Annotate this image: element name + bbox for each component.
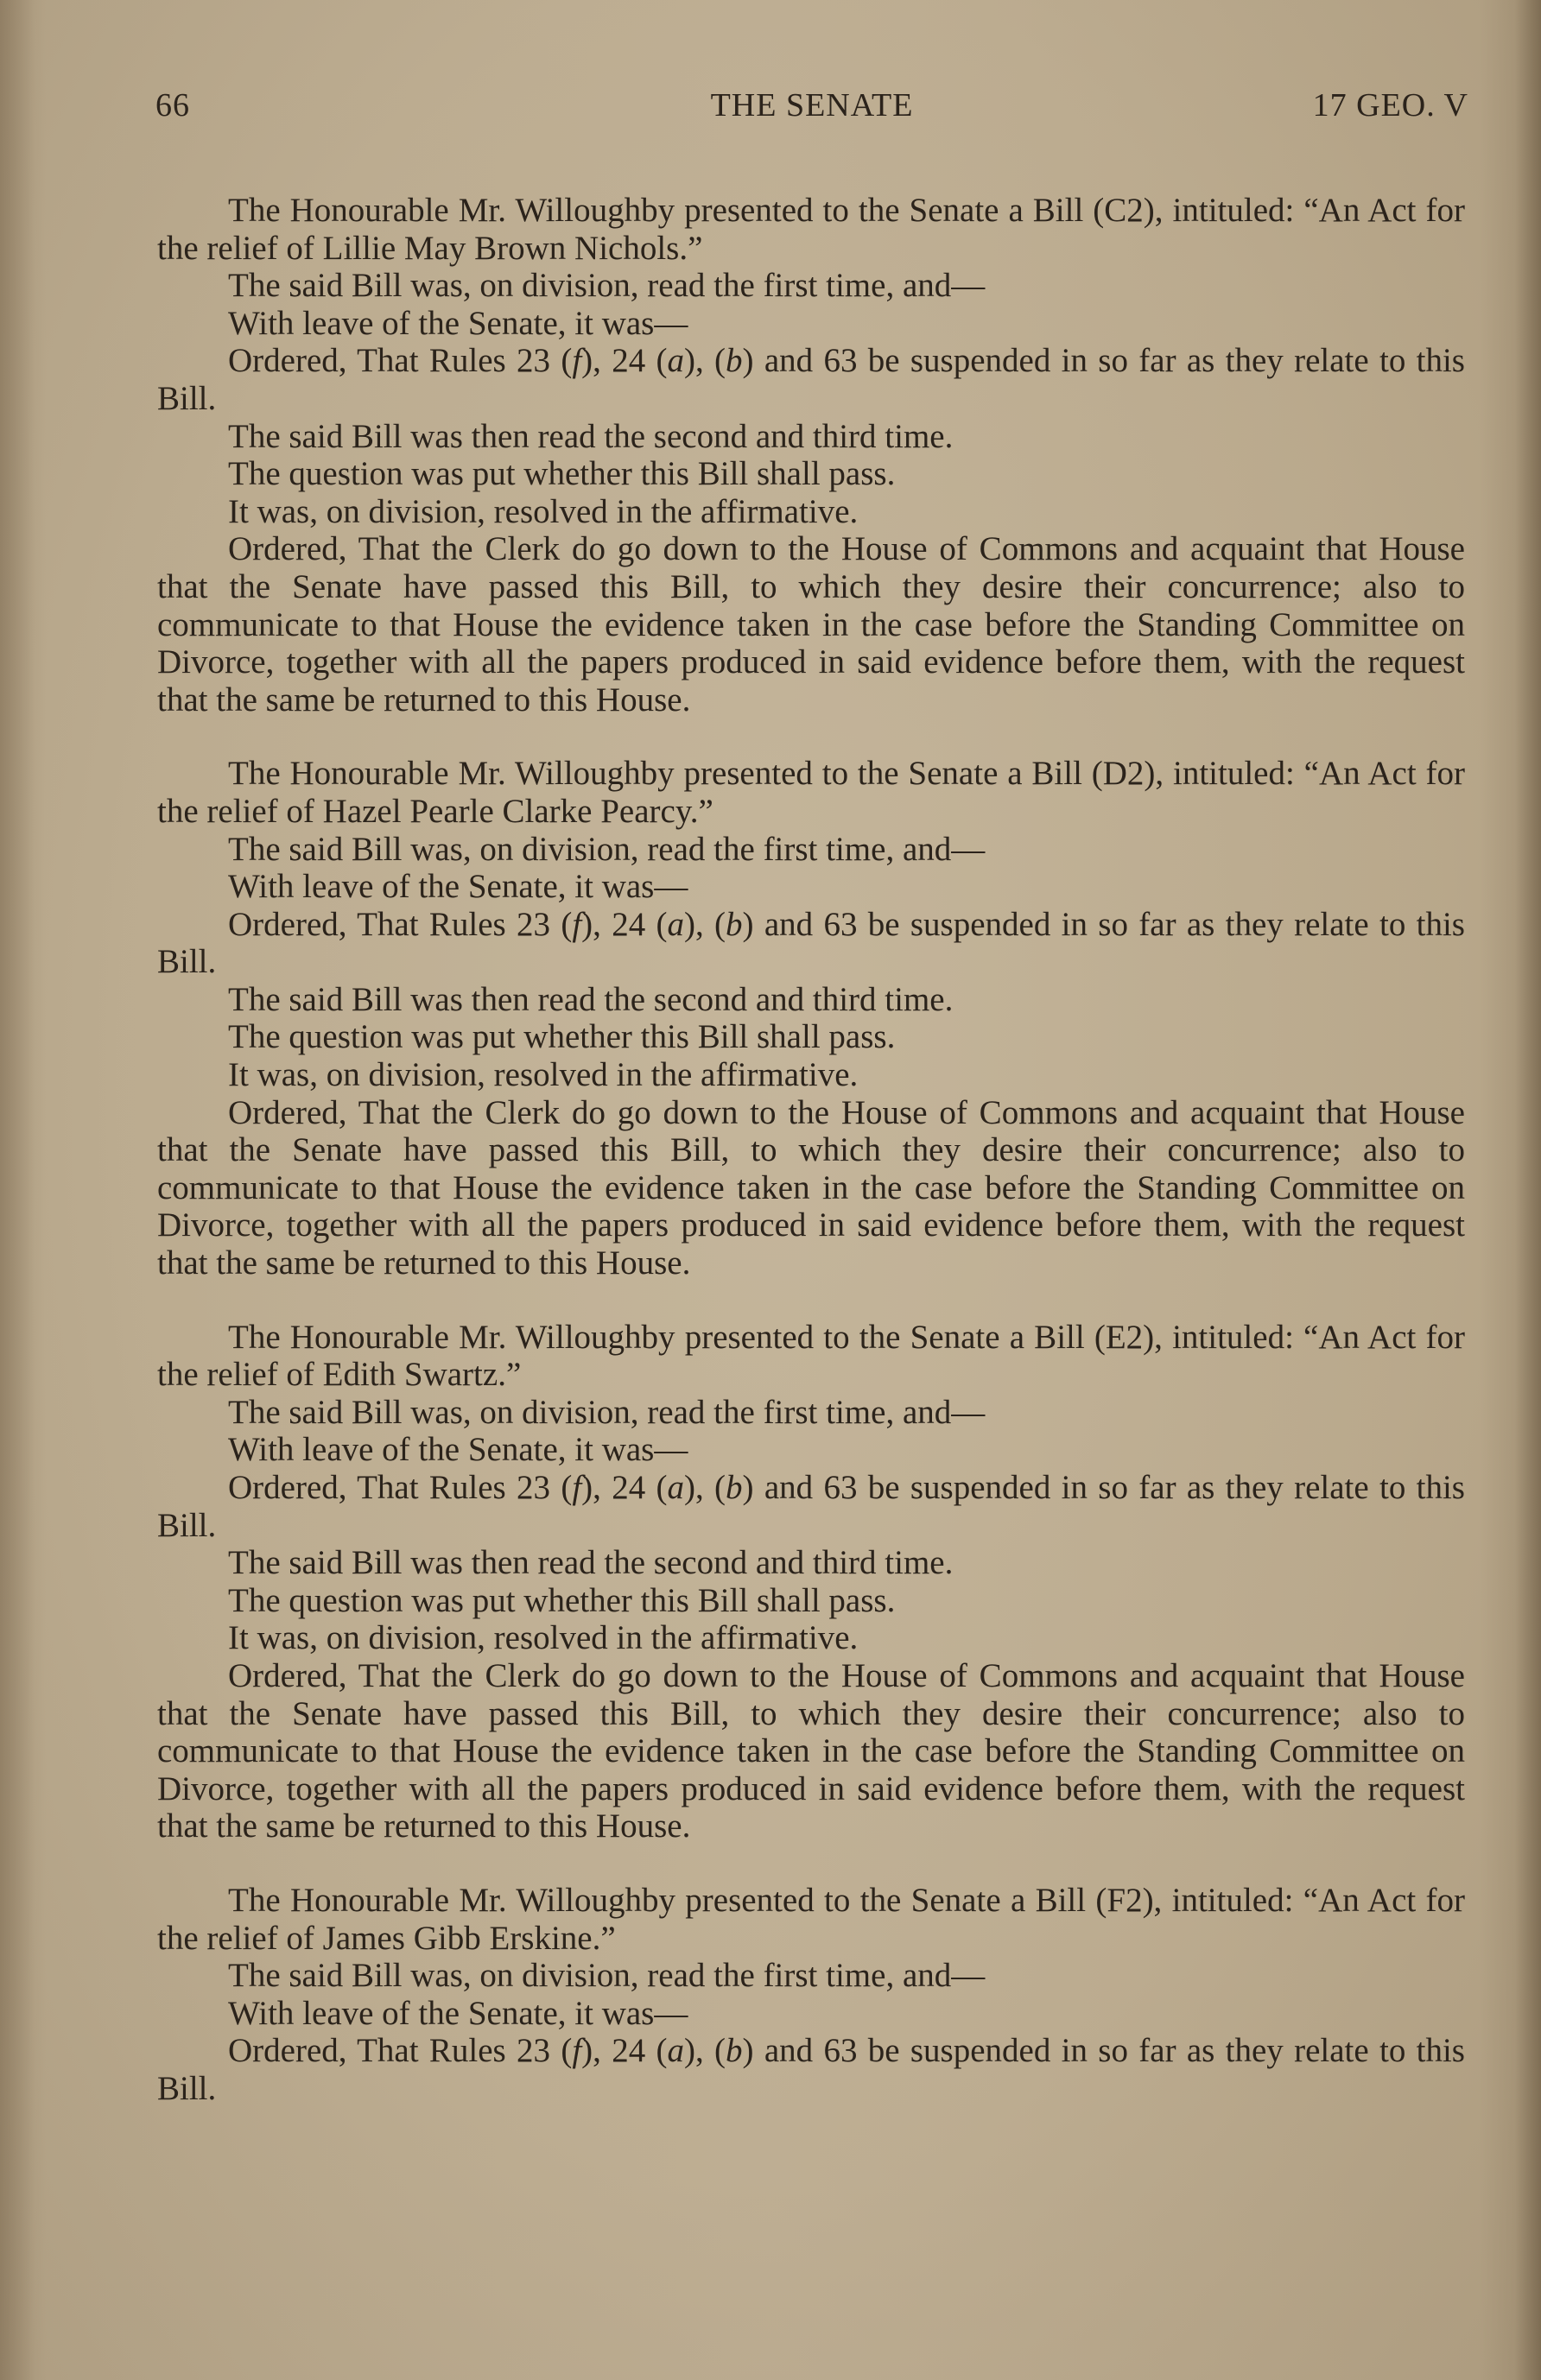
first-reading-paragraph: The said Bill was, on division, read the first time, and— — [228, 267, 986, 305]
second-third-reading-paragraph: The said Bill was then read the second and third time. — [228, 1544, 954, 1582]
bill-entry-f2 — [157, 1882, 1465, 2108]
leave-paragraph: With leave of the Senate, it was— — [228, 304, 688, 342]
question-paragraph: The question was put whether this Bill shall pass. — [228, 1581, 896, 1619]
journal-body — [157, 192, 1465, 2144]
bill-presented-paragraph: The Honourable Mr. Willoughby presented to the Senate a Bill (D2), intituled: “An Act for the relief of Hazel Pearle Clarke Pearcy.” — [157, 755, 1465, 830]
bill-entry-c2 — [157, 192, 1465, 718]
bill-entry-d2 — [157, 755, 1465, 1282]
running-header — [155, 86, 1468, 135]
bill-presented-paragraph: The Honourable Mr. Willoughby presented to the Senate a Bill (F2), intituled: “An Act for the relief of James Gibb Erskine.” — [157, 1881, 1465, 1957]
second-third-reading-paragraph: The said Bill was then read the second and third time. — [228, 417, 954, 455]
first-reading-paragraph: The said Bill was, on division, read the first time, and— — [228, 1393, 986, 1431]
resolved-paragraph: It was, on division, resolved in the affirmative. — [228, 1056, 859, 1094]
message-to-commons-paragraph: Ordered, That the Clerk do go down to the House of Commons and acquaint that House that the Senate have passed this Bill, to which they desire their concurrence; also to communicate to that House the evidence taken in the case before the Standing Committee on Divorce, together with all the papers produced in said evidence before them, with the request that the same be returned to this House. — [157, 530, 1465, 718]
bill-presented-paragraph: The Honourable Mr. Willoughby presented to the Senate a Bill (E2), intituled: “An Act for the relief of Edith Swartz.” — [157, 1318, 1465, 1394]
page-edge-shadow-left — [0, 0, 35, 2380]
rules-suspended-paragraph: Ordered, That Rules 23 (f), 24 (a), (b) and 63 be suspended in so far as they relate to this Bill. — [157, 342, 1465, 417]
rules-suspended-paragraph: Ordered, That Rules 23 (f), 24 (a), (b) and 63 be suspended in so far as they relate to this Bill. — [157, 905, 1465, 981]
bill-entry-e2 — [157, 1319, 1465, 1845]
resolved-paragraph: It was, on division, resolved in the affirmative. — [228, 492, 859, 530]
page-number: 66 — [155, 87, 190, 123]
rules-suspended-paragraph: Ordered, That Rules 23 (f), 24 (a), (b) and 63 be suspended in so far as they relate to this Bill. — [157, 2032, 1465, 2107]
page-edge-shadow-right — [1515, 0, 1541, 2380]
question-paragraph: The question was put whether this Bill shall pass. — [228, 455, 896, 493]
first-reading-paragraph: The said Bill was, on division, read the first time, and— — [228, 1957, 986, 1995]
bill-presented-paragraph: The Honourable Mr. Willoughby presented to the Senate a Bill (C2), intituled: “An Act for the relief of Lillie May Brown Nichols.” — [157, 192, 1465, 267]
regnal-year: 17 GEO. V — [1312, 87, 1468, 123]
second-third-reading-paragraph: The said Bill was then read the second and third time. — [228, 980, 954, 1018]
message-to-commons-paragraph: Ordered, That the Clerk do go down to the House of Commons and acquaint that House that the Senate have passed this Bill, to which they desire their concurrence; also to communicate to that House the evidence taken in the case before the Standing Committee on Divorce, together with all the papers produced in said evidence before them, with the request that the same be returned to this House. — [157, 1093, 1465, 1282]
leave-paragraph: With leave of the Senate, it was— — [228, 868, 688, 906]
message-to-commons-paragraph: Ordered, That the Clerk do go down to the House of Commons and acquaint that House that the Senate have passed this Bill, to which they desire their concurrence; also to communicate to that House the evidence taken in the case before the Standing Committee on Divorce, together with all the papers produced in said evidence before them, with the request that the same be returned to this House. — [157, 1656, 1465, 1845]
leave-paragraph: With leave of the Senate, it was— — [228, 1431, 688, 1469]
running-title: THE SENATE — [710, 87, 914, 123]
question-paragraph: The question was put whether this Bill shall pass. — [228, 1018, 896, 1056]
resolved-paragraph: It was, on division, resolved in the affirmative. — [228, 1619, 859, 1657]
leave-paragraph: With leave of the Senate, it was— — [228, 1994, 688, 2032]
first-reading-paragraph: The said Bill was, on division, read the first time, and— — [228, 830, 986, 868]
rules-suspended-paragraph: Ordered, That Rules 23 (f), 24 (a), (b) and 63 be suspended in so far as they relate to this Bill. — [157, 1469, 1465, 1544]
